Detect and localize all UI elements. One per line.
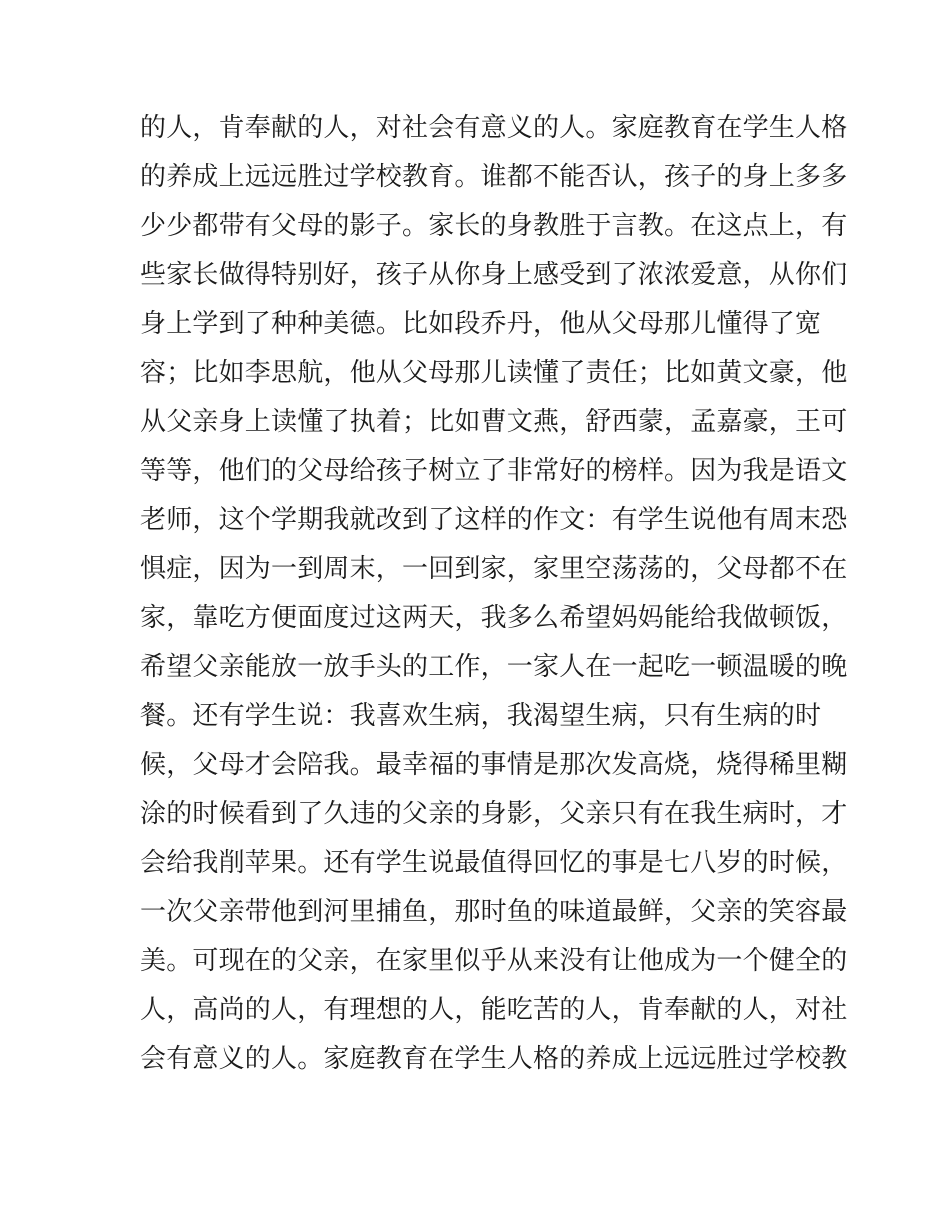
text-line: 容；比如李思航，他从父母那儿读懂了责任；比如黄文豪，他: [140, 358, 848, 388]
text-line: 的养成上远远胜过学校教育。谁都不能否认，孩子的身上多多: [140, 162, 848, 192]
text-line: 候，父母才会陪我。最幸福的事情是那次发高烧，烧得稀里糊: [140, 750, 848, 780]
text-line: 家，靠吃方便面度过这两天，我多么希望妈妈能给我做顿饭，: [140, 603, 848, 633]
text-line: 美。可现在的父亲，在家里似乎从来没有让他成为一个健全的: [140, 946, 848, 976]
text-line: 会有意义的人。家庭教育在学生人格的养成上远远胜过学校教: [140, 1044, 848, 1074]
text-line: 希望父亲能放一放手头的工作，一家人在一起吃一顿温暖的晚: [140, 652, 848, 682]
text-line: 老师，这个学期我就改到了这样的作文：有学生说他有周末恐: [140, 505, 848, 535]
text-line: 会给我削苹果。还有学生说最值得回忆的事是七八岁的时候，: [140, 848, 848, 878]
text-line: 餐。还有学生说：我喜欢生病，我渴望生病，只有生病的时: [140, 701, 822, 731]
text-line: 涂的时候看到了久违的父亲的身影，父亲只有在我生病时，才: [140, 799, 848, 829]
text-line: 的人，肯奉献的人，对社会有意义的人。家庭教育在学生人格: [140, 113, 848, 143]
text-line: 从父亲身上读懂了执着；比如曹文燕，舒西蒙，孟嘉豪，王可: [140, 407, 848, 437]
text-line: 少少都带有父母的影子。家长的身教胜于言教。在这点上，有: [140, 211, 848, 241]
text-line: 些家长做得特别好，孩子从你身上感受到了浓浓爱意，从你们: [140, 260, 848, 290]
body-text: [140, 104, 848, 1084]
text-line: 人，高尚的人，有理想的人，能吃苦的人，肯奉献的人，对社: [140, 995, 848, 1025]
text-line: 等等，他们的父母给孩子树立了非常好的榜样。因为我是语文: [140, 456, 848, 486]
text-line: 惧症，因为一到周末，一回到家，家里空荡荡的，父母都不在: [140, 554, 848, 584]
text-line: 身上学到了种种美德。比如段乔丹，他从父母那儿懂得了宽: [140, 309, 822, 339]
text-line: 一次父亲带他到河里捕鱼，那时鱼的味道最鲜，父亲的笑容最: [140, 897, 848, 927]
